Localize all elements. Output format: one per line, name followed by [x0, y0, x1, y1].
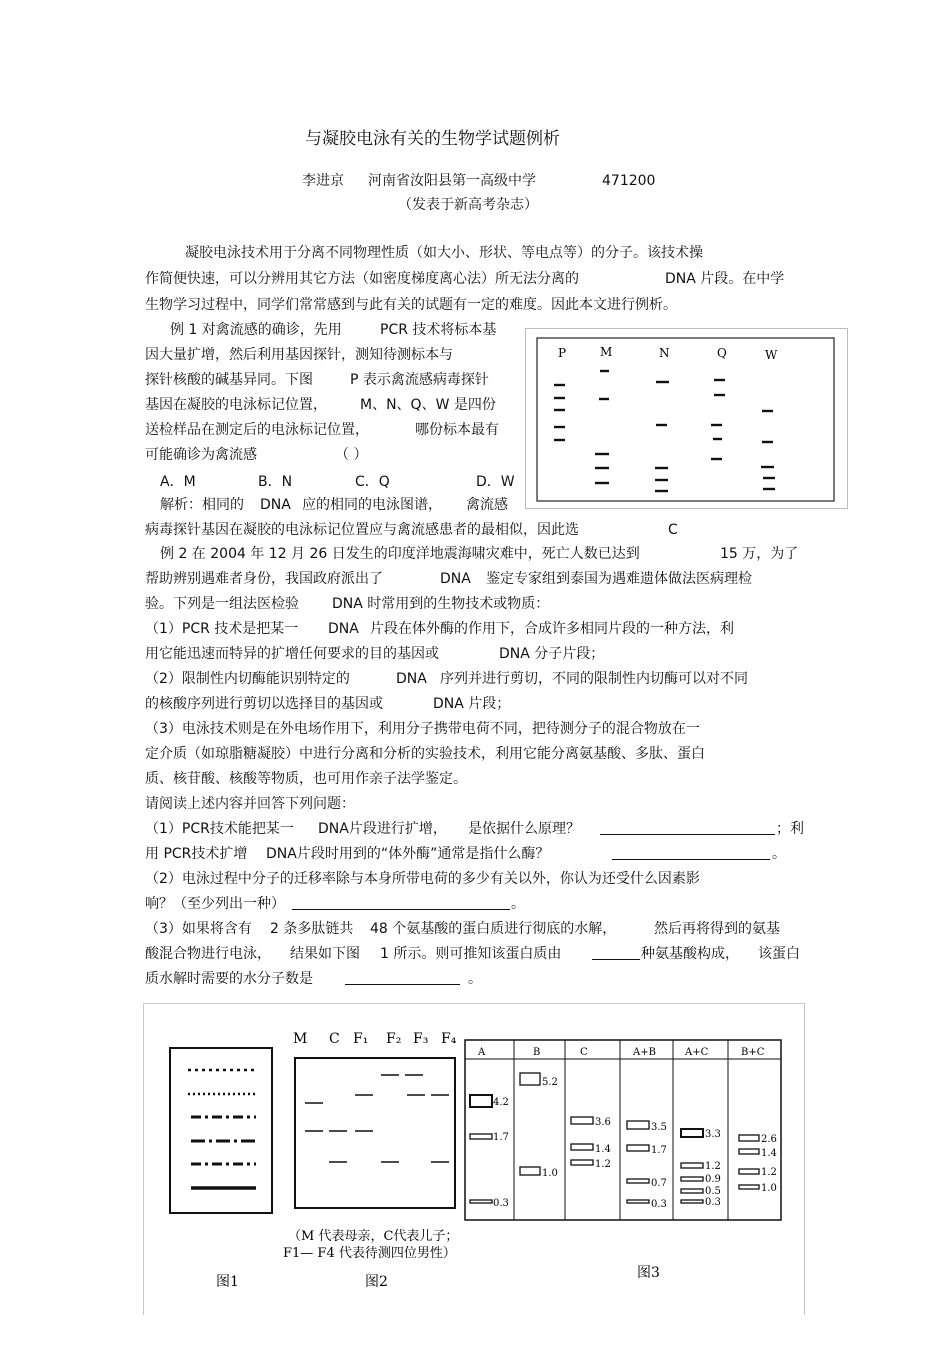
option-a: A．M [160, 474, 196, 490]
q2-line: 。 [511, 896, 525, 912]
option-c: C．Q [355, 474, 390, 490]
q3-line: 种氨基酸构成， [641, 946, 739, 962]
example2-line: 鉴定专家组到泰国为遇难遗体做法医病理检 [486, 571, 752, 587]
figure-border [526, 329, 848, 509]
q1-line: 。 [772, 846, 786, 862]
q1-line: ；利 [776, 821, 804, 837]
q3-line: 酸混合物进行电泳， [145, 946, 271, 962]
item3-line: （3）电泳技术则是在外电场作用下，利用分子携带电荷不同，把待测分子的混合物放在一 [145, 721, 700, 737]
item1-line: 用它能迅速而特异的扩增任何要求的目的基因或 [145, 646, 439, 662]
fig3-col-label: A+C [685, 1047, 709, 1058]
item2-line: DNA [396, 671, 427, 687]
fig3-value: 0.3 [493, 1198, 509, 1209]
fig2-caption: （M 代表母亲，C代表儿子； [288, 1229, 459, 1244]
fig3-value: 3.6 [595, 1117, 611, 1128]
lane-label-m: M [600, 345, 613, 359]
fig3-value: 0.9 [705, 1174, 721, 1185]
fig3-value: 1.4 [595, 1144, 611, 1155]
fig3-value: 1.2 [595, 1159, 611, 1170]
lane-label-q: Q [717, 346, 727, 360]
example1-line: 例 1 对禽流感的确诊，先用 [170, 322, 342, 338]
fig2-col-label: F₄ [441, 1031, 457, 1047]
item3-line: 质、核苷酸、核酸等物质，也可用作亲子法学鉴定。 [145, 771, 467, 787]
example1-line: （ ） [335, 447, 368, 463]
fig3-value: 0.3 [705, 1197, 721, 1208]
intro-line: DNA 片段。在中学 [665, 271, 785, 287]
option-d: D．W [476, 474, 515, 490]
fig3-value: 4.2 [493, 1097, 509, 1108]
fig3-value: 1.7 [493, 1132, 509, 1143]
analysis-line: DNA [260, 497, 291, 513]
q2-line: （2）电泳过程中分子的迁移率除与本身所带电荷的多少有关以外，你认为还受什么因素影 [145, 871, 700, 887]
example1-line: P 表示禽流感病毒探针 [350, 372, 489, 388]
example1-line: PCR 技术将标本基 [380, 322, 497, 338]
example2-line: 例 2 在 2004 年 12 月 26 日发生的印度洋地震海啸灾难中，死亡人数已达到 [160, 546, 640, 562]
q3-line: 该蛋白 [758, 946, 800, 962]
q1-line: DNA片段进行扩增， [318, 821, 447, 837]
item1-line: （1）PCR 技术是把某一 [145, 621, 299, 637]
example1-line: 可能确诊为禽流感 [145, 447, 257, 463]
q3-line: （3）如果将含有 [145, 921, 252, 937]
q3-line: 质水解时需要的水分子数是 [145, 971, 313, 987]
publication-note: （发表于新高考杂志） [398, 197, 538, 213]
fig3-value: 1.2 [761, 1167, 777, 1178]
fig3-value: 0.7 [651, 1178, 667, 1189]
example2-line: 帮助辨别遇难者身份，我国政府派出了 [145, 571, 383, 587]
q1-line: （1）PCR技术能把某一 [145, 821, 294, 837]
intro-line: 作简便快速，可以分辨用其它方法（如密度梯度离心法）所无法分离的 [145, 271, 579, 287]
figures-panel [143, 1003, 806, 1315]
q2-line: 响？（至少列出一种） [145, 896, 285, 912]
lane-label-p: P [558, 346, 567, 360]
fig3-value: 1.7 [651, 1145, 667, 1156]
page-title: 与凝胶电泳有关的生物学试题例析 [305, 129, 560, 149]
intro-line: 凝胶电泳技术用于分离不同物理性质（如大小、形状、等电点等）的分子。该技术操 [185, 245, 703, 261]
analysis-answer: C [668, 522, 678, 538]
q3-line: 。 [468, 971, 482, 987]
fig3-value: 1.0 [761, 1183, 777, 1194]
q1-line: DNA片段时用到的“体外酶”通常是指什么酶？ [266, 846, 550, 862]
analysis-line: 应的相同的电泳图谱， [302, 497, 442, 513]
item3-line: 定介质（如琼脂糖凝胶）中进行分离和分析的实验技术，利用它能分离氨基酸、多肽、蛋白 [145, 746, 705, 762]
item1-line: 片段在体外酶的作用下，合成许多相同片段的一种方法，利 [370, 621, 734, 637]
example1-line: 送检样品在测定后的电泳标记位置， [145, 422, 369, 438]
fig3-value: 0.3 [651, 1199, 667, 1210]
q3-line: 结果如下图 [290, 946, 360, 962]
example1-line: 基因在凝胶的电泳标记位置， [145, 397, 327, 413]
analysis-line: 病毒探针基因在凝胶的电泳标记位置应与禽流感患者的最相似，因此选 [145, 522, 579, 538]
example1-line: 因大量扩增，然后利用基因探针，测知待测标本与 [145, 347, 453, 363]
example1-line: 探针核酸的碱基异同。下图 [145, 372, 313, 388]
example1-line: M、N、Q、W 是四份 [360, 397, 496, 413]
analysis-line: 禽流感 [466, 497, 508, 513]
item2-line: （2）限制性内切酶能识别特定的 [145, 671, 350, 687]
option-b: B．N [258, 474, 293, 490]
fig3-label: 图3 [637, 1265, 660, 1281]
fig3-value: 1.2 [705, 1161, 721, 1172]
example2-line: DNA [440, 571, 471, 587]
fig3-value: 1.4 [761, 1148, 777, 1159]
fig2-col-label: C [329, 1031, 340, 1047]
example2-line: 验。下列是一组法医检验 [145, 596, 299, 612]
fig2-caption: F1— F4 代表待测四位男性） [283, 1246, 456, 1261]
fig2-col-label: M [293, 1031, 308, 1047]
fig3-value: 0.5 [705, 1186, 721, 1197]
lane-label-n: N [659, 346, 670, 360]
item2-line: DNA 片段； [433, 696, 511, 712]
example1-line: 哪份标本最有 [415, 422, 499, 438]
q1-line: 用 PCR技术扩增 [145, 846, 248, 862]
analysis-line: 解析：相同的 [160, 497, 244, 513]
q1-answer-blank[interactable] [600, 820, 775, 835]
example2-line: DNA 时常用到的生物技术或物质： [332, 596, 550, 612]
q3-line: 2 条多肽链共 [270, 921, 354, 937]
q3-line: 然后再将得到的氨基 [654, 921, 780, 937]
item1-line: DNA [328, 621, 359, 637]
intro-line: 生物学习过程中，同学们常常感到与此有关的试题有一定的难度。因此本文进行例析。 [145, 297, 677, 313]
fig3-value: 3.3 [705, 1129, 721, 1140]
postcode: 471200 [602, 173, 656, 189]
fig1-label: 图1 [216, 1274, 239, 1290]
item2-line: 序列并进行剪切，不同的限制性内切酶可以对不同 [440, 671, 748, 687]
fig3-col-label: C [580, 1047, 588, 1058]
questions-prompt: 请阅读上述内容并回答下列问题： [145, 796, 355, 812]
q2-answer-blank[interactable] [292, 895, 510, 910]
q1-line: 是依据什么原理？ [468, 821, 580, 837]
q3-line: 48 个氨基酸的蛋白质进行彻底的水解， [370, 921, 617, 937]
q1-enzyme-blank[interactable] [612, 845, 770, 860]
fig3-value: 3.5 [651, 1122, 667, 1133]
q3-water-blank[interactable] [345, 970, 460, 985]
item2-line: 的核酸序列进行剪切以选择目的基因或 [145, 696, 383, 712]
q3-kinds-blank[interactable] [592, 945, 640, 960]
example1-gel-figure [525, 328, 850, 510]
item1-line: DNA 分子片段； [499, 646, 605, 662]
q3-line: 1 所示。则可推知该蛋白质由 [380, 946, 562, 962]
fig3-col-label: A [478, 1047, 486, 1058]
fig2-col-label: F₂ [386, 1031, 402, 1047]
fig3-col-label: B+C [741, 1047, 765, 1058]
school: 河南省汝阳县第一高级中学 [368, 173, 536, 189]
lane-label-w: W [765, 348, 778, 362]
fig3-col-label: A+B [633, 1047, 656, 1058]
fig2-col-label: F₃ [413, 1031, 429, 1047]
author: 李进京 [302, 173, 344, 189]
fig2-col-label: F₁ [353, 1031, 369, 1047]
fig3-col-label: B [533, 1047, 541, 1058]
fig3-value: 1.0 [542, 1168, 558, 1179]
fig3-value: 2.6 [761, 1134, 777, 1145]
example2-line: 15 万，为了 [720, 546, 799, 562]
fig2-label: 图2 [365, 1274, 388, 1290]
fig3-value: 5.2 [542, 1077, 558, 1088]
